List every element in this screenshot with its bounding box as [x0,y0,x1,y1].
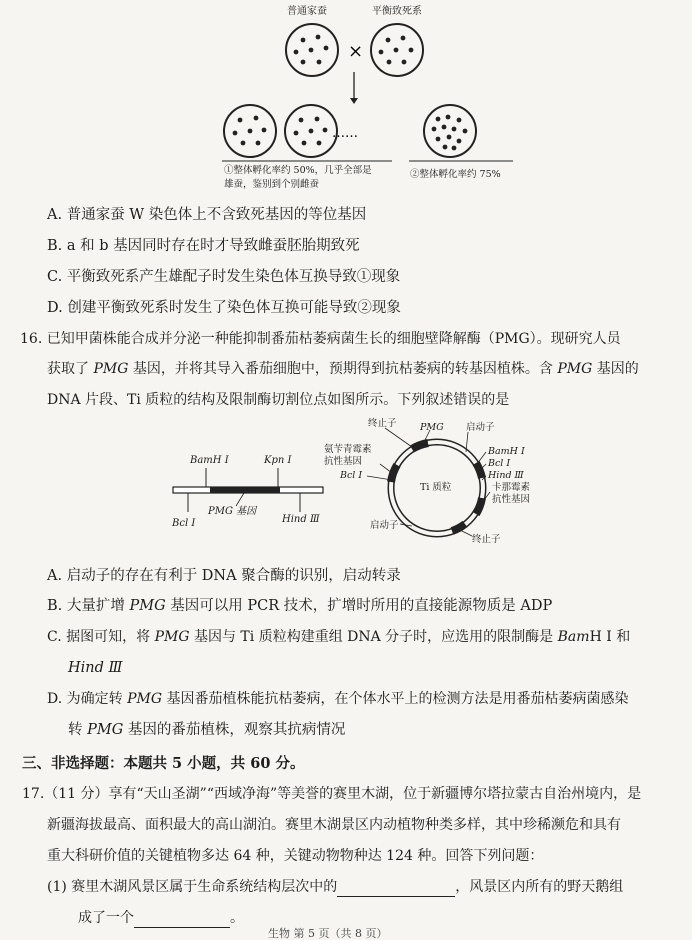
label-plasmid-hindiii: Hind Ⅲ [488,470,524,481]
parent-dish-normal [286,24,338,76]
terminator-segment [452,524,465,531]
amp-resistance-segment [391,465,397,482]
label-bcli: Bcl Ⅰ [172,518,196,529]
offspring-dish-1 [224,105,276,157]
offspring-dish-3 [424,105,476,157]
section-3-heading: 三、非选择题：本题共 5 小题，共 60 分。 [22,755,305,772]
result-1-line1: ①整体孵化率约 50%，几乎全部是 [224,165,372,176]
ti-plasmid-figure [320,418,580,558]
label-kan-line1: 卡那霉素 [492,482,531,493]
q16-stem-line1: 16. 已知甲菌株能合成并分泌一种能抑制番茄枯萎病菌生长的细胞壁降解酶（PMG）。现研究人员 [20,331,621,347]
label-pmg-gene: PMG 基因 [208,506,257,517]
label-terminator-bottom: 终止子 [472,534,501,545]
result-2: ②整体孵化率约 75% [410,169,501,180]
label-kan-line2: 抗性基因 [492,494,531,505]
label-normal-silkworm: 普通家蚕 [287,6,327,17]
cross-figure [0,0,692,200]
answer-blank-2[interactable] [134,912,230,928]
label-plasmid-bcli-left: Bcl Ⅰ [340,470,363,481]
q16-stem-line3: DNA 片段、Ti 质粒的结构及限制酶切割位点如图所示。下列叙述错误的是 [47,392,510,408]
promoter-segment [476,463,482,478]
label-amp-line2: 抗性基因 [324,456,363,467]
q17-stem-line3: 重大科研价值的关键植物多达 64 种，关键动物物种达 124 种。回答下列问题： [47,848,544,864]
q16-option-d: D. 为确定转 PMG 基因番茄植株能抗枯萎病，在个体水平上的检测方法是用番茄枯萎病菌感染 [47,691,629,707]
label-promoter-bottom: 启动子 [370,520,399,531]
label-terminator-top: 终止子 [368,418,397,429]
label-promoter-top: 启动子 [466,422,495,433]
label-kpni: Kpn Ⅰ [264,455,292,466]
q16-option-b: B. 大量扩增 PMG 基因可以用 PCR 技术，扩增时所用的直接能源物质是 ADP [47,598,553,614]
label-plasmid-bamhi: BamH Ⅰ [488,446,525,457]
q16-option-a: A. 启动子的存在有利于 DNA 聚合酶的识别，启动转录 [47,568,401,584]
q17-stem-line2: 新疆海拔最高、面积最大的高山湖泊。赛里木湖景区内动植物种类多样，其中珍稀濒危和具有 [47,817,621,833]
label-balanced-lethal: 平衡致死系 [372,6,422,17]
answer-blank-1[interactable] [337,881,455,897]
page-footer: 生物 第 5 页（共 8 页） [268,927,388,940]
label-plasmid-bcli-right: Bcl Ⅰ [488,458,511,469]
label-hindiii: Hind Ⅲ [282,514,320,525]
kan-resistance-segment [476,498,482,514]
q15-option-a: A. 普通家蚕 W 染色体上不含致死基因的等位基因 [47,207,367,223]
pmg-segment [412,443,428,449]
label-bamhi: BamH Ⅰ [190,455,229,466]
q15-option-d: D. 创建平衡致死系时发生了染色体互换可能导致②现象 [47,300,401,316]
q16-option-c-line2: Hind Ⅲ [68,660,123,676]
parent-dish-balanced [371,24,423,76]
offspring-dish-2 [285,105,337,157]
q15-option-c: C. 平衡致死系产生雄配子时发生染色体互换导致①现象 [47,269,401,285]
q16-option-c: C. 据图可知，将 PMG 基因与 Ti 质粒构建重组 DNA 分子时，应选用的限制酶是 BamH Ⅰ 和 [47,629,631,645]
label-amp-line1: 氨苄青霉素 [324,444,372,455]
q17-sub1-line2: 成了一个 。 [78,910,244,926]
cross-symbol: × [348,41,364,62]
label-plasmid-pmg: PMG [420,422,444,433]
q15-option-b: B. a 和 b 基因同时存在时才导致雌蚕胚胎期致死 [47,238,360,254]
q17-sub1: (1) 赛里木湖风景区属于生命系统结构层次中的 ，风景区内所有的野天鹅组 [47,879,624,895]
q17-stem-line1: 17.（11 分）享有“天山圣湖”“西域净海”等美誉的赛里木湖，位于新疆博尔塔拉蒙古自治州境内，是 [22,786,642,802]
q16-stem-line2: 获取了 PMG 基因，并将其导入番茄细胞中，预期得到抗枯萎病的转基因植株。含 PMG 基因的 [47,361,639,377]
pmg-gene-segment [210,487,280,493]
label-ti-plasmid: Ti 质粒 [420,482,452,493]
ellipsis: …… [332,126,358,141]
result-1-line2: 雄蚕，鉴别到个别雌蚕 [224,179,320,190]
q16-option-d-line2: 转 PMG 基因的番茄植株，观察其抗病情况 [68,722,346,738]
